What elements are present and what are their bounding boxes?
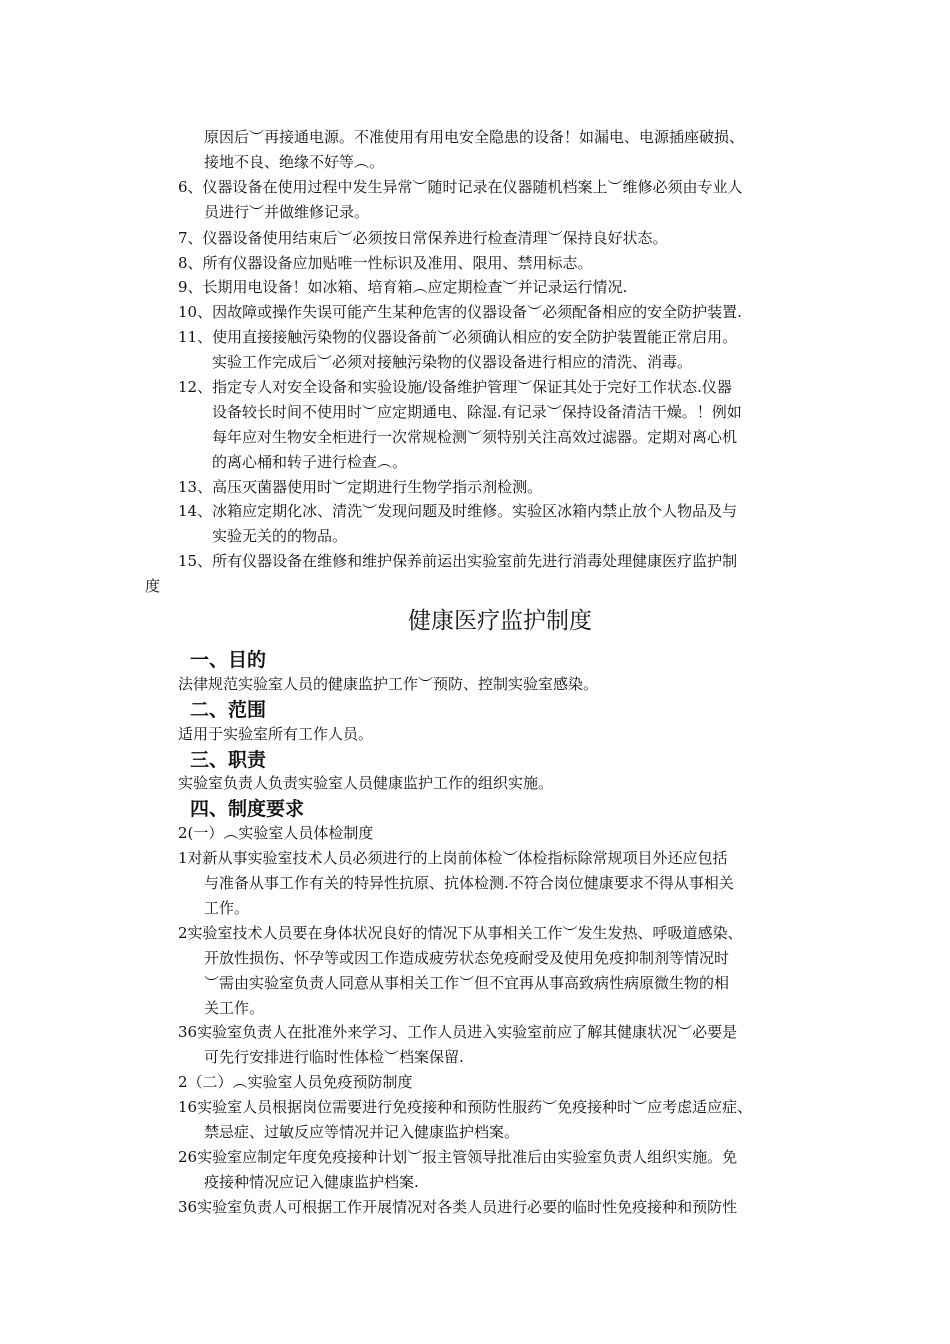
requirement-line: 1对新从事实验室技术人员必须进行的上岗前体检︶体检指标除常规项目外还应包括	[178, 849, 728, 867]
list-item-line: 13、高压灭菌器使用时︶定期进行生物学指示剂检测。	[178, 478, 543, 496]
list-item-line: 员进行︶并做维修记录。	[204, 203, 370, 221]
list-item-line: 10、因故障或操作失误可能产生某种危害的仪器设备︶必须配备相应的安全防护装置.	[178, 303, 742, 321]
list-item-line: 原因后︶再接通电源。不准使用有用电安全隐患的设备！如漏电、电源插座破损、	[204, 128, 745, 146]
list-item-line: 6、仪器设备在使用过程中发生异常︶随时记录在仪器随机档案上︶维修必须由专业人	[178, 178, 743, 196]
requirement-line: 关工作。	[204, 999, 265, 1017]
list-item-line: 接地不良、绝缘不好等︵。	[204, 153, 385, 171]
list-item-line: 实验无关的的物品。	[212, 527, 348, 545]
list-item-line: 11、使用直接接触污染物的仪器设备前︶必须确认相应的安全防护装置能正常启用。	[178, 328, 738, 346]
list-item-line: 设备较长时间不使用时︶应定期通电、除湿.有记录︶保持设备清洁干燥。！例如	[212, 403, 742, 421]
section-heading: 二、范围	[190, 699, 267, 721]
requirement-line: 36实验室负责人可根据工作开展情况对各类人员进行必要的临时性免疫接种和预防性	[178, 1198, 738, 1216]
requirement-line: 16实验室人员根据岗位需要进行免疫接种和预防性服药︶免疫接种时︶应考虑适应症、	[178, 1098, 753, 1116]
list-item-line: 实验工作完成后︶必须对接触污染物的仪器设备进行相应的清洗、消毒。	[212, 353, 693, 371]
requirement-line: 禁忌症、过敏反应等情况并记入健康监护档案。	[204, 1123, 520, 1141]
list-item-line: 7、仪器设备使用结束后︶必须按日常保养进行检查清理︶保持良好状态。	[178, 229, 668, 247]
page-title: 健康医疗监护制度	[408, 608, 592, 634]
requirement-line: 与准备从事工作有关的特异性抗原、抗体检测.不符合岗位健康要求不得从事相关	[204, 874, 734, 892]
list-item-line: 度	[145, 577, 161, 595]
requirement-line: 开放性损伤、怀孕等或因工作造成疲劳状态免疫耐受及使用免疫抑制剂等情况时	[204, 949, 730, 967]
requirement-line: 可先行安排进行临时性体检︶档案保留.	[204, 1048, 464, 1066]
requirement-line: 26实验室应制定年度免疫接种计划︶报主管领导批准后由实验室负责人组织实施。免	[178, 1148, 738, 1166]
requirement-line: 疫接种情况应记入健康监护档案.	[204, 1173, 419, 1191]
requirement-line: 36实验室负责人在批准外来学习、工作人员进入实验室前应了解其健康状况︶必要是	[178, 1023, 738, 1041]
requirement-line: 2实验室技术人员要在身体状况良好的情况下从事相关工作︶发生发热、呼吸道感染、	[178, 924, 743, 942]
requirement-line: 2(一）︵实验室人员体检制度	[178, 824, 374, 842]
list-item-line: 14、冰箱应定期化冰、清洗︶发现问题及时维修。实验区冰箱内禁止放个人物品及与	[178, 502, 738, 520]
section-heading: 四、制度要求	[190, 798, 305, 820]
section-body: 适用于实验室所有工作人员。	[178, 725, 374, 743]
list-item-line: 的离心桶和转子进行检查︵。	[212, 453, 408, 471]
section-body: 法律规范实验室人员的健康监护工作︶预防、控制实验室感染。	[178, 675, 599, 693]
list-item-line: 每年应对生物安全柜进行一次常规检测︶须特别关注高效过滤器。定期对离心机	[212, 428, 738, 446]
section-heading: 三、职责	[190, 749, 267, 771]
list-item-line: 8、所有仪器设备应加贴唯一性标识及准用、限用、禁用标志。	[178, 254, 593, 272]
list-item-line: 12、指定专人对安全设备和实验设施/设备维护管理︶保证其处于完好工作状态.仪器	[178, 378, 732, 396]
list-item-line: 15、所有仪器设备在维修和维护保养前运出实验室前先进行消毒处理健康医疗监护制	[178, 552, 738, 570]
list-item-line: 9、长期用电设备！如冰箱、培育箱︵应定期检查︶并记录运行情况.	[178, 278, 628, 296]
requirement-line: 工作。	[204, 899, 250, 917]
requirement-line: 2（二）︵实验室人员免疫预防制度	[178, 1073, 413, 1091]
section-heading: 一、目的	[190, 649, 267, 671]
requirement-line: ︶需由实验室负责人同意从事相关工作︶但不宜再从事高致病性病原微生物的相	[204, 974, 730, 992]
section-body: 实验室负责人负责实验室人员健康监护工作的组织实施。	[178, 774, 554, 792]
